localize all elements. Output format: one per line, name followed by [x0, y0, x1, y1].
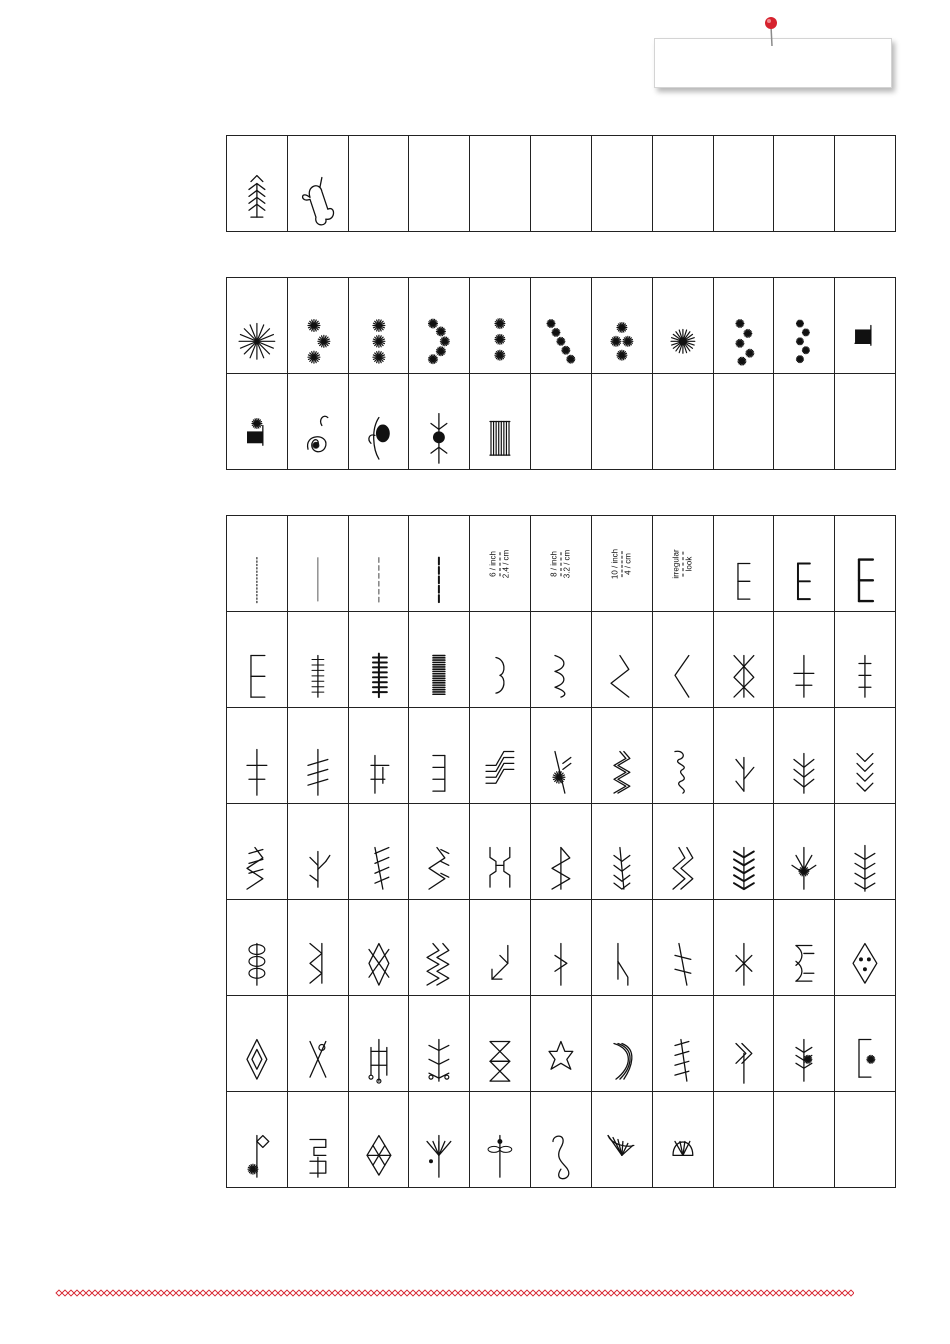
- three-stars-vertical-icon: [349, 278, 409, 373]
- straight-bold-icon: [409, 516, 469, 611]
- hourglass-icon: [470, 996, 530, 1091]
- stitch-cell: [409, 612, 470, 708]
- branch-icon: [714, 708, 774, 803]
- stitch-cell: [652, 1092, 713, 1188]
- stitch-row: [227, 900, 896, 996]
- stars-cluster-icon: [592, 278, 652, 373]
- stitch-cell: [713, 996, 774, 1092]
- stitch-cell: [227, 516, 288, 612]
- stitch-cell: [591, 612, 652, 708]
- empty-cell: [348, 136, 409, 232]
- stitch-density-label: irregular look: [671, 548, 694, 579]
- dragonfly-icon: [470, 1092, 530, 1187]
- stitch-row: [227, 612, 896, 708]
- n-wave-icon: [592, 900, 652, 995]
- stitch-cell: [652, 900, 713, 996]
- blanket-medium-icon: [774, 516, 834, 611]
- satin-icon: [409, 612, 469, 707]
- empty-cell: [713, 136, 774, 232]
- stitch-cell: [774, 900, 835, 996]
- feather-star-icon: [531, 708, 591, 803]
- stitch-cell: [287, 804, 348, 900]
- empty-cell: [652, 374, 713, 470]
- stitch-cell: [348, 900, 409, 996]
- stitch-cell: [531, 708, 592, 804]
- honeycomb-icon: [470, 804, 530, 899]
- stitch-cell: [652, 996, 713, 1092]
- stitch-cell: [287, 1092, 348, 1188]
- stitch-cell: [774, 516, 835, 612]
- blanket-star-icon: [835, 996, 895, 1091]
- zigzag-bar-icon: [531, 804, 591, 899]
- branch-fern-icon: [774, 708, 834, 803]
- stitch-label-cell: [591, 516, 652, 612]
- empty-cell: [774, 1092, 835, 1188]
- stitch-cell: [227, 804, 288, 900]
- cross-x-icon: [714, 612, 774, 707]
- stitch-cell: [470, 1092, 531, 1188]
- stitch-cell: [591, 804, 652, 900]
- stitch-density-label: 6 / inch 2.4 / cm: [488, 549, 511, 578]
- fan-curve-icon: [774, 900, 834, 995]
- rickrack-icon: [592, 708, 652, 803]
- star-outline-icon: [531, 996, 591, 1091]
- stitch-cell: [227, 612, 288, 708]
- diamond-icon: [227, 996, 287, 1091]
- star-vine-icon: [409, 996, 469, 1091]
- stitch-cell: [470, 996, 531, 1092]
- stitch-cell: [409, 804, 470, 900]
- stitch-row: [227, 136, 896, 232]
- stitch-cell: [531, 612, 592, 708]
- arrow-corner-icon: [470, 900, 530, 995]
- blanket-bold-icon: [835, 516, 895, 611]
- bone-icon: [288, 136, 348, 231]
- empty-cell: [774, 136, 835, 232]
- infinity-icon: [531, 1092, 591, 1187]
- firework-icon: [409, 1092, 469, 1187]
- stitch-cell: [713, 612, 774, 708]
- empty-cell: [713, 1092, 774, 1188]
- stitch-row: [227, 516, 896, 612]
- stitch-cell: [531, 996, 592, 1092]
- greek-icon: [288, 1092, 348, 1187]
- stitch-cell: [287, 996, 348, 1092]
- stitch-cell: [348, 708, 409, 804]
- stitch-cell: [835, 516, 896, 612]
- stitch-row: [227, 804, 896, 900]
- stitch-density-label: 10 / inch 4 / cm: [610, 548, 633, 579]
- slash-wave-icon: [653, 900, 713, 995]
- stitch-cell: [591, 1092, 652, 1188]
- vine-flower-icon: [227, 1092, 287, 1187]
- branches-icon: [288, 804, 348, 899]
- empty-cell: [591, 374, 652, 470]
- stitch-cell: [348, 612, 409, 708]
- stitch-cell: [531, 900, 592, 996]
- empty-cell: [470, 136, 531, 232]
- stitch-cell: [531, 1092, 592, 1188]
- asterisk-icon: [714, 900, 774, 995]
- tree-icon: [774, 804, 834, 899]
- herringbone-icon: [774, 996, 834, 1091]
- tassel-icon: [835, 278, 895, 373]
- stitch-cell: [652, 708, 713, 804]
- stitch-cell: [470, 900, 531, 996]
- stitch-cell: [774, 708, 835, 804]
- straight-dots-icon: [227, 516, 287, 611]
- blanket-thin-icon: [714, 516, 774, 611]
- fan-icon: [592, 1092, 652, 1187]
- stitch-cell: [287, 708, 348, 804]
- pushpin-icon: [760, 14, 782, 48]
- stitch-cell: [287, 612, 348, 708]
- stitch-cell: [227, 708, 288, 804]
- stitch-cell: [227, 900, 288, 996]
- cross-slant-icon: [288, 708, 348, 803]
- multiline-icon: [470, 708, 530, 803]
- empty-cell: [835, 136, 896, 232]
- empty-cell: [652, 136, 713, 232]
- tassel-star-icon: [227, 374, 287, 469]
- offset-cross-icon: [349, 708, 409, 803]
- stitch-cell: [652, 804, 713, 900]
- straight-dash-icon: [349, 516, 409, 611]
- stitch-cell: [287, 278, 348, 374]
- stitch-cell: [713, 804, 774, 900]
- smock-icon: [653, 708, 713, 803]
- swirl-flower-icon: [288, 374, 348, 469]
- stitch-cell: [774, 996, 835, 1092]
- stitch-cell: [227, 278, 288, 374]
- rose-icon: [349, 374, 409, 469]
- chevron-stack-icon: [835, 708, 895, 803]
- cross-loop-icon: [288, 996, 348, 1091]
- stitch-row: [227, 278, 896, 374]
- stitch-label-cell: [470, 516, 531, 612]
- stitch-row: [227, 1092, 896, 1188]
- stitch-cell: [835, 996, 896, 1092]
- stitch-cell: [227, 1092, 288, 1188]
- stitch-cell: [227, 996, 288, 1092]
- stitch-label-cell: [531, 516, 592, 612]
- stitch-cell: [713, 278, 774, 374]
- diamond-dots-icon: [835, 900, 895, 995]
- feather-leaf-icon: [592, 804, 652, 899]
- stitch-cell: [409, 708, 470, 804]
- stitch-cell: [713, 900, 774, 996]
- diamond-hatch-icon: [349, 1092, 409, 1187]
- footer-diamond-border: [54, 1286, 854, 1300]
- stitch-cell: [774, 804, 835, 900]
- stitch-cell: [287, 900, 348, 996]
- stitch-cell: [409, 996, 470, 1092]
- stitch-cell: [835, 612, 896, 708]
- stars-wave-icon: [774, 278, 834, 373]
- stitch-cell: [652, 278, 713, 374]
- stitch-cell: [531, 278, 592, 374]
- empty-cell: [835, 1092, 896, 1188]
- stitch-label-cell: [652, 516, 713, 612]
- stitch-cell: [348, 516, 409, 612]
- stitch-table-1: [226, 135, 896, 232]
- stitch-row: [227, 374, 896, 470]
- stitch-cell: [652, 612, 713, 708]
- stitch-cell: [713, 708, 774, 804]
- stars-curve-icon: [409, 278, 469, 373]
- arrow-feather-icon: [714, 996, 774, 1091]
- stitch-cell: [409, 1092, 470, 1188]
- serpentine-icon: [531, 612, 591, 707]
- stitch-cell: [348, 996, 409, 1092]
- cross-plus-icon: [774, 612, 834, 707]
- stitch-cell: [409, 516, 470, 612]
- stitch-cell: [287, 374, 348, 470]
- stitch-row: [227, 708, 896, 804]
- stitch-cell: [348, 804, 409, 900]
- stitch-cell: [835, 708, 896, 804]
- blanket-wide-icon: [227, 612, 287, 707]
- stitch-cell: [835, 278, 896, 374]
- stitch-cell: [470, 374, 531, 470]
- fern-icon: [835, 804, 895, 899]
- wheat-icon: [714, 804, 774, 899]
- stitch-cell: [591, 708, 652, 804]
- zigzag-blanket-icon: [409, 804, 469, 899]
- three-stars-zig-icon: [288, 278, 348, 373]
- bar-dots-icon: [349, 996, 409, 1091]
- flower-bud-icon: [409, 374, 469, 469]
- stitch-cell: [409, 278, 470, 374]
- fishbone-icon: [227, 136, 287, 231]
- stitch-cell: [531, 804, 592, 900]
- stitch-density-label: 8 / inch 3.2 / cm: [549, 549, 572, 578]
- empty-cell: [531, 374, 592, 470]
- stitch-cell: [348, 1092, 409, 1188]
- bar-thin-icon: [288, 612, 348, 707]
- empty-cell: [774, 374, 835, 470]
- diamond-x-icon: [349, 900, 409, 995]
- stitch-cell: [774, 612, 835, 708]
- curved-lines-icon: [592, 996, 652, 1091]
- stitch-row: [227, 996, 896, 1092]
- stitch-cell: [835, 804, 896, 900]
- stitch-cell: [774, 278, 835, 374]
- stitch-cell: [470, 278, 531, 374]
- stitch-cell: [470, 708, 531, 804]
- stitch-cell: [287, 516, 348, 612]
- vine-stem-icon: [653, 996, 713, 1091]
- stitch-cell: [591, 900, 652, 996]
- shell-icon: [653, 1092, 713, 1187]
- zigzag-v-icon: [288, 900, 348, 995]
- stitch-cell: [287, 136, 348, 232]
- bar-bold-icon: [349, 612, 409, 707]
- three-stars-line-icon: [470, 278, 530, 373]
- starburst-icon: [227, 278, 287, 373]
- zigzag-double-icon: [409, 900, 469, 995]
- stars-diagonal-icon: [531, 278, 591, 373]
- stitch-table-2: [226, 277, 896, 470]
- arrow-zig-icon: [227, 804, 287, 899]
- stitch-cell: [713, 516, 774, 612]
- stitch-cell: [348, 374, 409, 470]
- fringe-icon: [470, 374, 530, 469]
- stitch-cell: [348, 278, 409, 374]
- zigzag-wide-icon: [592, 612, 652, 707]
- loop-chain-icon: [227, 900, 287, 995]
- empty-cell: [409, 136, 470, 232]
- empty-cell: [713, 374, 774, 470]
- stitch-cell: [591, 278, 652, 374]
- cross-line-icon: [227, 708, 287, 803]
- stitch-cell: [409, 374, 470, 470]
- empty-cell: [835, 374, 896, 470]
- cross-small-icon: [835, 612, 895, 707]
- straight-thin-icon: [288, 516, 348, 611]
- stitch-cell: [835, 900, 896, 996]
- s-wave-icon: [531, 900, 591, 995]
- stitch-cell: [470, 804, 531, 900]
- stitch-cell: [470, 612, 531, 708]
- zigzag-single-icon: [653, 612, 713, 707]
- stitch-cell: [591, 996, 652, 1092]
- empty-cell: [531, 136, 592, 232]
- stitch-cell: [409, 900, 470, 996]
- stitch-table-3: [226, 515, 896, 1188]
- slant-blanket-icon: [349, 804, 409, 899]
- empty-cell: [591, 136, 652, 232]
- big-starburst-icon: [653, 278, 713, 373]
- stars-scatter-icon: [714, 278, 774, 373]
- stitch-cell: [227, 136, 288, 232]
- stitch-cell: [227, 374, 288, 470]
- scallop-icon: [470, 612, 530, 707]
- comb-icon: [409, 708, 469, 803]
- cross-zig-icon: [653, 804, 713, 899]
